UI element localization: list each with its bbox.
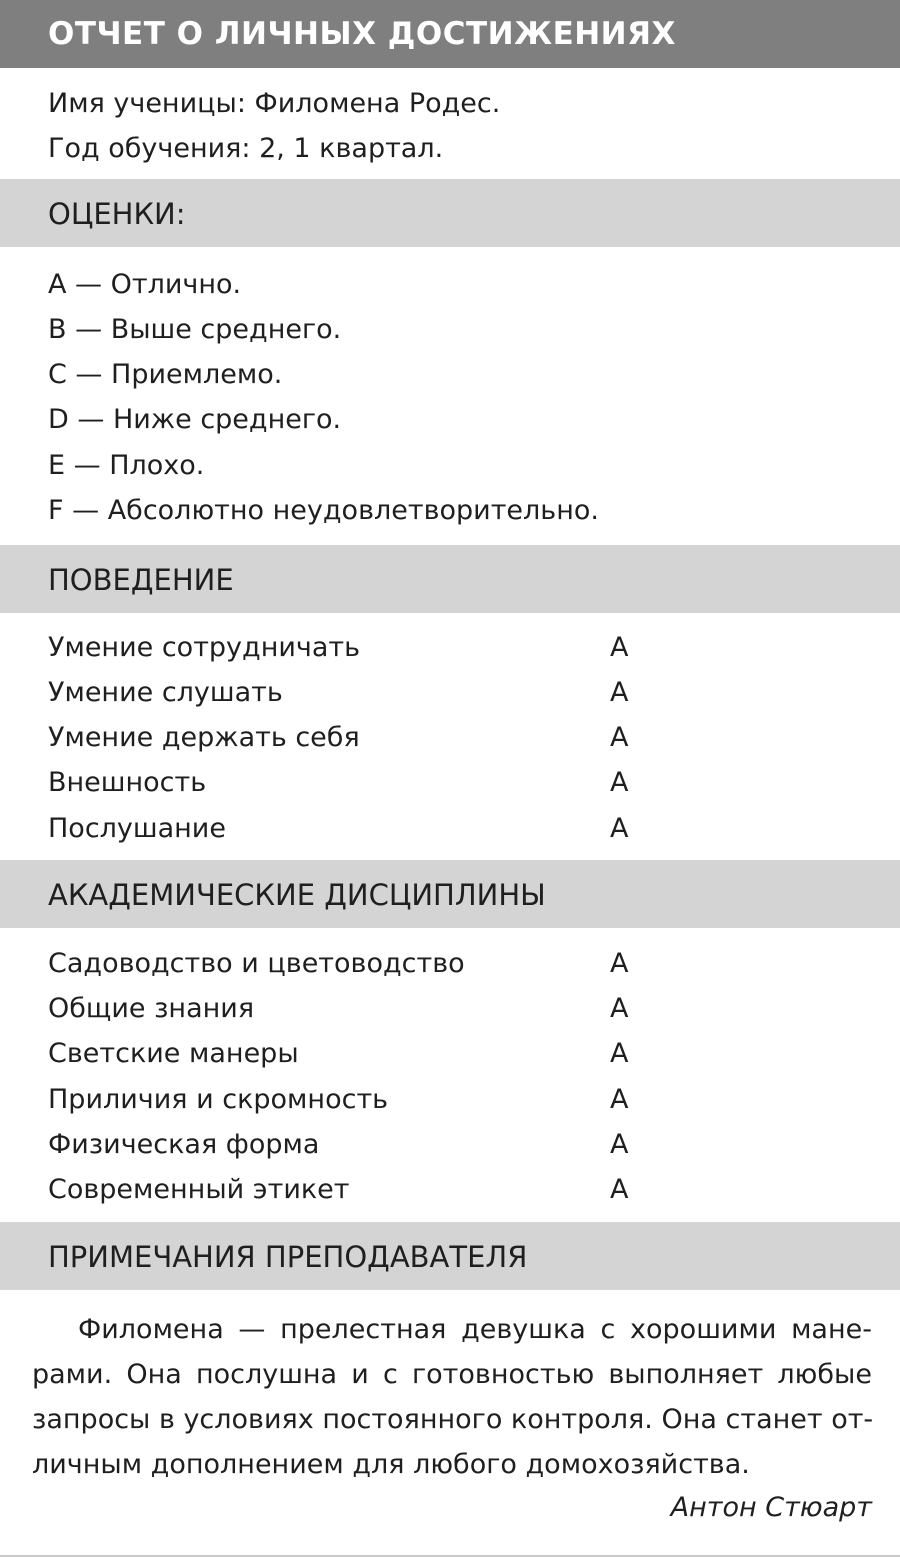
academic-row xyxy=(48,1083,848,1117)
behavior-grade: A xyxy=(610,722,629,753)
behavior-row xyxy=(48,676,848,710)
academic-grade: A xyxy=(610,1129,629,1160)
behavior-row xyxy=(48,766,848,800)
behavior-grade: A xyxy=(610,677,629,708)
notes-line: рами. Она послушна и с готовностью выполняет любые xyxy=(32,1359,872,1390)
academic-row xyxy=(48,992,848,1026)
behavior-label: Умение сотрудничать xyxy=(48,632,361,663)
grade-legend-item: F — Абсолютно неудовлетворительно. xyxy=(48,495,599,526)
academic-label: Светские манеры xyxy=(48,1038,299,1069)
notes-line: личным дополнением для любого домохозяйства. xyxy=(32,1449,750,1480)
academic-grade: A xyxy=(610,993,629,1024)
teacher-notes-text xyxy=(32,1307,872,1487)
grades-heading: ОЦЕНКИ: xyxy=(0,179,900,247)
behavior-label: Послушание xyxy=(48,813,226,844)
behavior-row xyxy=(48,631,848,665)
academic-row xyxy=(48,1037,848,1071)
student-name: Имя ученицы: Филомена Родес. xyxy=(48,88,501,119)
behavior-grade: A xyxy=(610,813,629,844)
teacher-notes-heading: ПРИМЕЧАНИЯ ПРЕПОДАВАТЕЛЯ xyxy=(0,1222,900,1290)
notes-line: Филомена — прелестная девушка с хорошими мане- xyxy=(78,1314,872,1345)
academic-row xyxy=(48,1128,848,1162)
behavior-label: Умение держать себя xyxy=(48,722,360,753)
academic-label: Садоводство и цветоводство xyxy=(48,948,465,979)
grade-legend-item: A — Отлично. xyxy=(48,269,242,300)
academic-grade: A xyxy=(610,948,629,979)
behavior-row xyxy=(48,721,848,755)
report-title: ОТЧЕТ О ЛИЧНЫХ ДОСТИЖЕНИЯХ xyxy=(0,0,900,68)
teacher-signature: Антон Стюарт xyxy=(670,1492,872,1523)
academic-label: Современный этикет xyxy=(48,1174,350,1205)
grade-legend-item: B — Выше среднего. xyxy=(48,314,342,345)
grade-legend-item: D — Ниже среднего. xyxy=(48,404,342,435)
behavior-label: Умение слушать xyxy=(48,677,283,708)
academic-label: Физическая форма xyxy=(48,1129,320,1160)
behavior-label: Внешность xyxy=(48,767,207,798)
academic-row xyxy=(48,1173,848,1207)
grade-legend-item: C — Приемлемо. xyxy=(48,359,283,390)
behavior-row xyxy=(48,812,848,846)
academic-grade: A xyxy=(610,1084,629,1115)
behavior-grade: A xyxy=(610,767,629,798)
behavior-grade: A xyxy=(610,632,629,663)
behavior-heading: ПОВЕДЕНИЕ xyxy=(0,545,900,613)
academic-grade: A xyxy=(610,1174,629,1205)
academic-label: Общие знания xyxy=(48,993,255,1024)
study-year: Год обучения: 2, 1 квартал. xyxy=(48,133,444,164)
notes-line: запросы в условиях постоянного контроля. Она станет от- xyxy=(32,1404,874,1435)
academic-label: Приличия и скромность xyxy=(48,1084,389,1115)
academic-row xyxy=(48,947,848,981)
academic-grade: A xyxy=(610,1038,629,1069)
grade-legend-item: E — Плохо. xyxy=(48,450,205,481)
academic-heading: АКАДЕМИЧЕСКИЕ ДИСЦИПЛИНЫ xyxy=(0,860,900,928)
